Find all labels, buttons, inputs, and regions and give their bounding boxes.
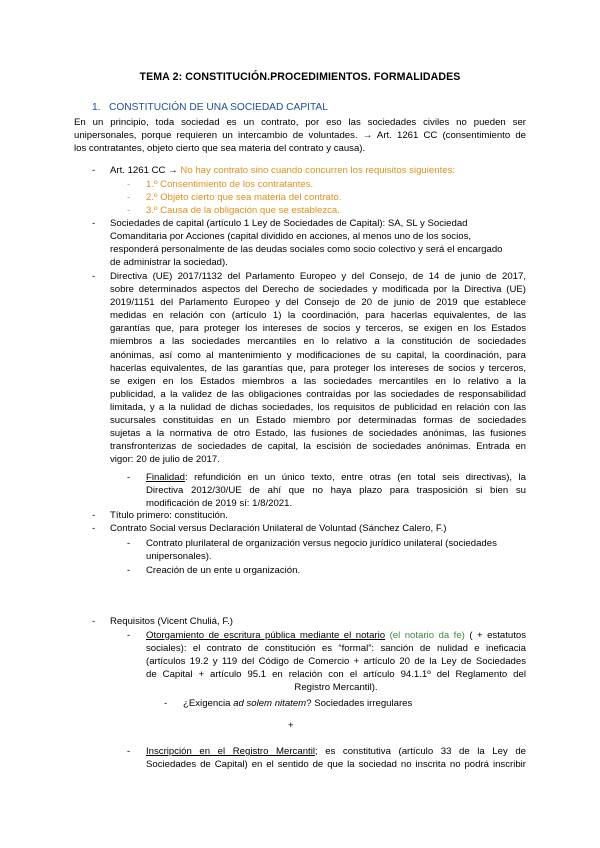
art1261-rest: No hay contrato sino cuando concurren los requisitos siguientes: [177, 165, 456, 176]
dir-line: hacerlas equivalentes, de las garantías que, para proteger los intereses de socios y terceros, [110, 362, 526, 374]
dir-line: sucursales constituidas en un Estado miembro por determinadas formas de sociedades [110, 415, 526, 427]
dir-line: medidas en relación con (artículo 1) la coordinación, para hacerlas equivalentes, de las [110, 310, 526, 322]
exig-post: ? Sociedades irregulares [306, 698, 413, 709]
sub-dash: - [127, 630, 131, 641]
sub-dash: - [127, 179, 131, 190]
sub-dash: - [127, 472, 131, 483]
dir-line: transfronterizas de sociedades de capital, la escisión de sociedades anónimas. Entrada en [110, 441, 526, 453]
intro-paragraph [74, 116, 526, 155]
fin-line: : refundición en un único texto, entre otras (en total seis directivas), la [184, 472, 526, 483]
dir-line: se exigen en los Estados miembros a las sociedades mercantiles en lo relativo a la [110, 375, 526, 387]
requirement-item: 2.º Objeto cierto que sea materia del contrato. [146, 192, 342, 203]
notario-note: (el notario da fe) [385, 630, 465, 641]
directiva-paragraph [110, 270, 526, 466]
art1261-prefix: Art. 1261 CC → [110, 165, 178, 176]
inscripcion-label: Inscripción en el Registro Mercantil [146, 746, 315, 757]
bullet-dash: - [92, 165, 96, 176]
sociedades-paragraph [110, 217, 526, 269]
intro-line: En un principio, toda sociedad es un contrato, por eso las sociedades civiles no pueden ser [74, 117, 526, 128]
sub-sub-dash: - [164, 698, 168, 709]
soc-line: responderá personalmente de las deudas sociales como socio colectivo y será el encargado [110, 244, 503, 256]
sub-dash: - [127, 538, 131, 549]
contrato-line: Contrato plurilateral de organización versus negocio jurídico unilateral (sociedades [146, 538, 497, 549]
intro-line: los contratantes, objeto cierto que sea materia del contrato y causa). [74, 143, 366, 155]
soc-line: de administrar la sociedad). [110, 257, 228, 269]
requirement-item: 3.º Causa de la obligación que se establezca. [146, 205, 340, 216]
contrato-line: unipersonales). [146, 551, 212, 563]
fin-line: Directiva 2012/30/UE de ahí que no haya plazo para trasposición si bien su [146, 485, 526, 497]
intro-line: unipersonales, porque requieren un intercambio de voluntades. → Art. 1261 CC (consentimiento de [74, 130, 526, 142]
dir-line: miembros a las sociedades mercantiles en lo relativo a la constitución de sociedades [110, 336, 526, 348]
section-label: CONSTITUCIÓN DE UNA SOCIEDAD CAPITAL [109, 102, 328, 113]
bullet-dash: - [92, 523, 96, 534]
contrato-item: Contrato Social versus Declaración Unilateral de Voluntad (Sánchez Calero, F.) [110, 523, 447, 534]
otorg-line: sociales): el contrato de constitución es “formal”: sanción de nulidad e ineficacia [146, 643, 526, 655]
contrato-subitem [146, 537, 526, 563]
dir-line: anónimas, así como al mantenimiento y modificaciones de su capital, la coordinación, para [110, 349, 526, 361]
contrato-subitem: Creación de un ente u organización. [146, 565, 301, 576]
otorg-line: de Capital + artículo 95.1 en relación con el artículo 94.1.1º del Reglamento del [146, 669, 526, 681]
sub-dash: - [127, 205, 131, 216]
finalidad-label: Finalidad [146, 472, 185, 483]
soc-line: Comanditaria por Acciones (capital dividido en acciones, al menos uno de los socios, [110, 231, 472, 243]
requirement-item: 1.º Consentimiento de los contratantes. [146, 179, 314, 190]
dir-line: sobre determinados aspectos del Derecho de sociedades y modificada por la Directiva (UE) [110, 284, 526, 296]
plus-sign: + [288, 720, 294, 731]
bullet-dash: - [92, 616, 96, 627]
bullet-dash: - [92, 218, 96, 229]
section-number: 1. [92, 102, 101, 113]
dir-line: garantías que, para proteger los intereses de socios y terceros, se exigen en los Estados [110, 323, 526, 335]
insc-line: Sociedades de Capital) en el sentido de que la sociedad no inscrita no podrá inscribir [146, 759, 526, 771]
section-heading [92, 101, 328, 114]
titulo-item: Título primero: constitución. [110, 510, 228, 521]
page-title: TEMA 2: CONSTITUCIÓN.PROCEDIMIENTOS. FORMALIDADES [139, 71, 461, 83]
requisitos-item: Requisitos (Vicent Chuliá, F.) [110, 616, 233, 627]
dir-line: sujetas a la normativa de otro Estado, las fusiones de sociedades anónimas, las fusiones [110, 428, 526, 440]
art1261-item [110, 164, 455, 177]
finalidad-paragraph [146, 471, 526, 510]
dir-line: Directiva (UE) 2017/1132 del Parlamento Europeo y del Consejo, de 14 de junio de 2017, [110, 271, 526, 282]
bullet-dash: - [92, 271, 96, 282]
dir-line: 2019/1151 del Parlamento Europeo y del Consejo de 20 de junio de 2019 que establece [110, 297, 526, 309]
insc-line: ; es constitutiva (artículo 33 de la Ley de [314, 746, 526, 757]
bullet-dash: - [92, 510, 96, 521]
otorg-after: ( + estatutos [464, 630, 527, 641]
exig-pre: ¿Exigencia [183, 698, 234, 709]
exigencia-item [183, 697, 412, 710]
otorg-line: Registro Mercantil). [294, 682, 378, 694]
exig-latin: ad solem nitatem [233, 698, 307, 709]
otorgamiento-paragraph [146, 629, 526, 694]
dir-line: publicidad, a la validez de las obligaciones contraídas por las sociedades de responsabilidad [110, 388, 526, 400]
otorgamiento-label: Otorgamiento de escritura pública mediante el notario [146, 630, 386, 641]
sub-dash: - [127, 565, 131, 576]
fin-line: modificación de 2019 sí: 1/8/2021. [146, 498, 293, 510]
otorg-line: (artículos 19.2 y 119 del Código de Comercio + artículo 20 de la Ley de Sociedades [146, 656, 526, 668]
inscripcion-paragraph [146, 745, 526, 771]
sub-dash: - [127, 746, 131, 757]
soc-line: Sociedades de capital (artículo 1 Ley de Sociedades de Capital): SA, SL y Sociedad [110, 218, 468, 229]
sub-dash: - [127, 192, 131, 203]
dir-line: limitada, y a la nulidad de dichas sociedades, los requisitos de publicidad en relación con las [110, 401, 526, 413]
dir-line: vigor: 20 de julio de 2017. [110, 454, 220, 466]
